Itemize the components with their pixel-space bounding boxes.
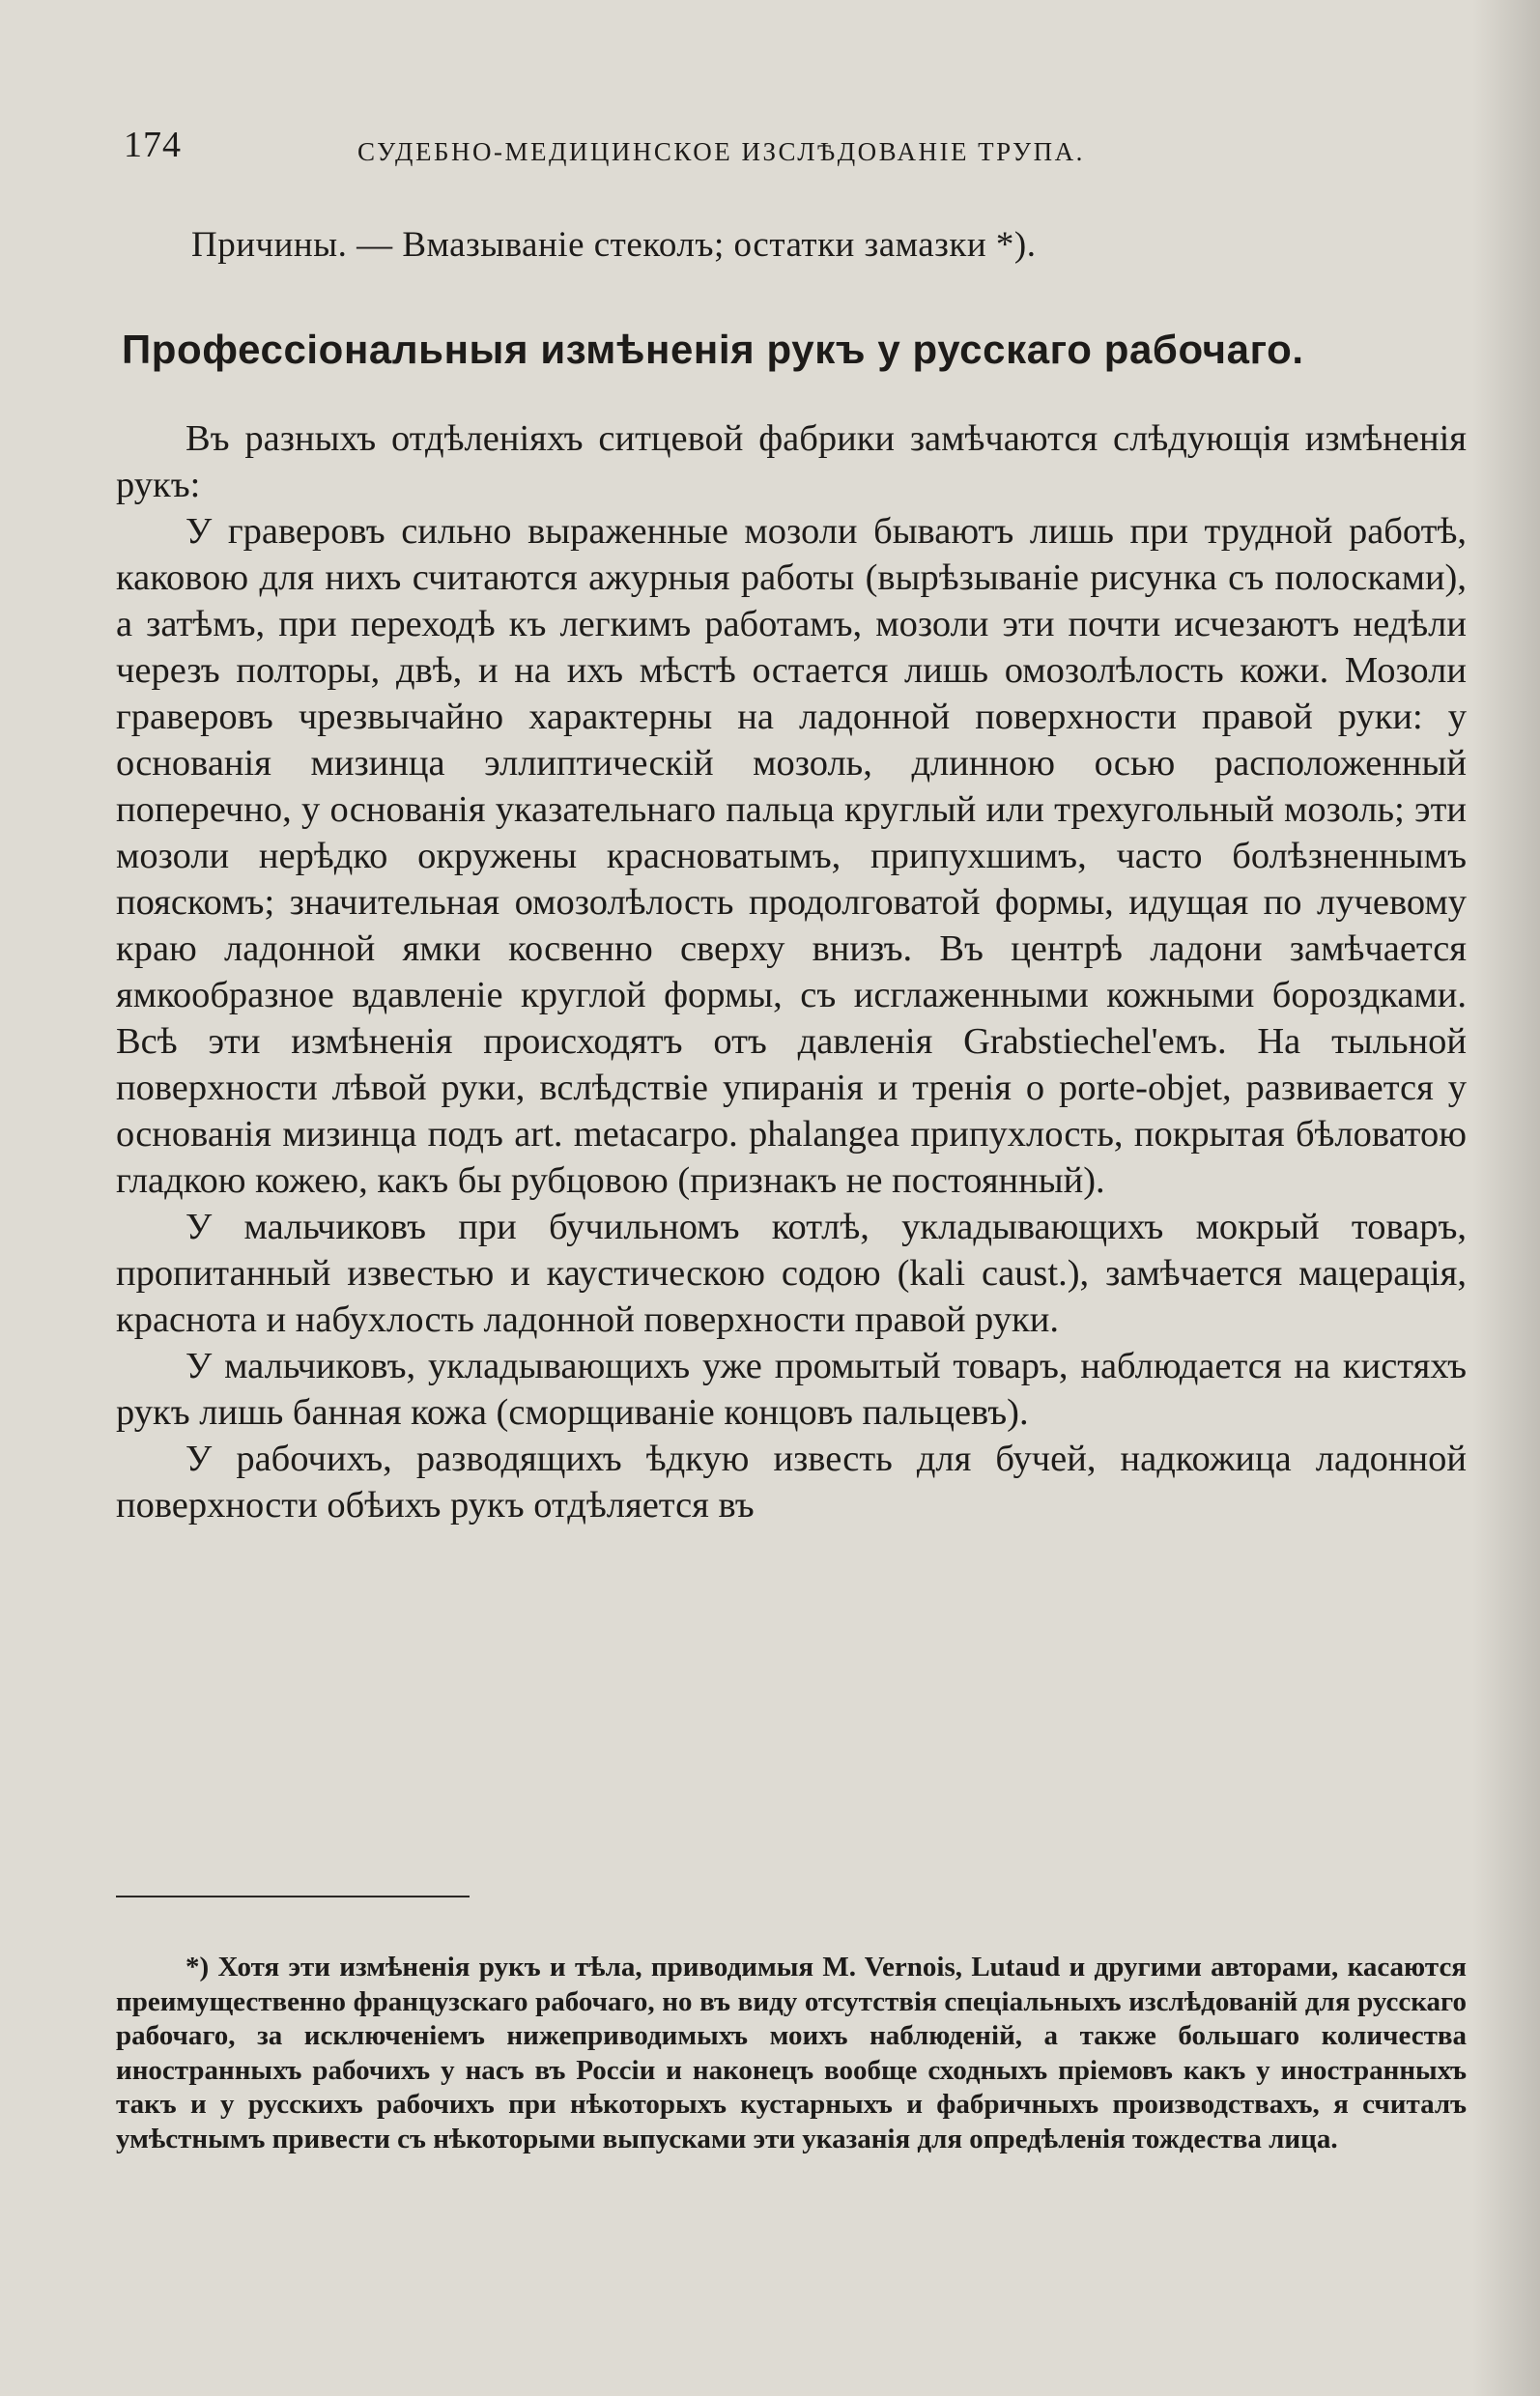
causes-line: Причины. — Вмазываніе стеколъ; остатки замазки *).	[191, 225, 1037, 265]
paragraph: У рабочихъ, разводящихъ ѣдкую известь для бучей, надкожица ладонной поверхности обѣихъ рукъ отдѣляется въ	[116, 1439, 1467, 1526]
footnote: *) Хотя эти измѣненія рукъ и тѣла, приводимыя M. Vernois, Lutaud и другими авторами, касаются преимущественно французскаго рабочаго, но въ виду отсутствія спеціальныхъ изслѣдованій для русскаго рабочаго, за исключеніемъ нижеприводимыхъ моихъ наблюденій, а также большаго количества иностранныхъ рабочихъ у насъ въ Россіи и наконецъ вообще сходныхъ пріемовъ какъ у иностранныхъ такъ и у русскихъ рабочихъ при нѣкоторыхъ кустарныхъ и фабричныхъ производствахъ, я считалъ умѣстнымъ привести съ нѣкоторыми выпусками эти указанія для опредѣленія тождества лица.	[116, 1952, 1467, 2154]
footnote-separator	[116, 1896, 470, 1897]
running-head	[124, 124, 1235, 182]
running-title: СУДЕБНО-МЕДИЦИНСКОЕ ИЗСЛѢДОВАНІЕ ТРУПА.	[357, 137, 1085, 166]
paragraph: У мальчиковъ при бучильномъ котлѣ, укладывающихъ мокрый товаръ, пропитанный известью и каустическою содою (kali caust.), замѣчается мацерація, краснота и набухлость ладонной поверхности правой руки.	[116, 1207, 1467, 1340]
body-text	[116, 415, 1467, 1528]
paragraph: Въ разныхъ отдѣленіяхъ ситцевой фабрики замѣчаются слѣдующія измѣненія рукъ:	[116, 418, 1467, 505]
page-edge-shadow	[1472, 0, 1540, 2396]
section-heading: Профессіональныя измѣненія рукъ у русскаго рабочаго.	[122, 327, 1304, 372]
paragraph: У граверовъ сильно выраженные мозоли бываютъ лишь при трудной работѣ, каковою для нихъ считаются ажурныя работы (вырѣзываніе рисунка съ полосками), а затѣмъ, при переходѣ къ легкимъ работамъ, мозоли эти почти исчезаютъ недѣли черезъ полторы, двѣ, и на ихъ мѣстѣ остается лишь омозолѣлость кожи. Мозоли граверовъ чрезвычайно характерны на ладонной поверхности правой руки: у основанія мизинца эллиптическій мозоль, длинною осью расположенный поперечно, у основанія указательнаго пальца круглый или трехугольный мозоль; эти мозоли нерѣдко окружены красноватымъ, припухшимъ, часто болѣзненнымъ пояскомъ; значительная омозолѣлость продолговатой формы, идущая по лучевому краю ладонной ямки косвенно сверху внизъ. Въ центрѣ ладони замѣчается ямкообразное вдавленіе круглой формы, съ исглаженными кожными бороздками. Всѣ эти измѣненія происходятъ отъ давленія Grabstiechel'емъ. На тыльной поверхности лѣвой руки, вслѣдствіе упиранія и тренія о porte-objet, развивается у основанія мизинца подъ art. metacarpo. phalangea припухлость, покрытая бѣловатою гладкою кожею, какъ бы рубцовою (признакъ не постоянный).	[116, 511, 1467, 1201]
paragraph: У мальчиковъ, укладывающихъ уже промытый товаръ, наблюдается на кистяхъ рукъ лишь банная кожа (сморщиваніе концовъ пальцевъ).	[116, 1346, 1467, 1433]
page-number: 174	[124, 125, 182, 165]
